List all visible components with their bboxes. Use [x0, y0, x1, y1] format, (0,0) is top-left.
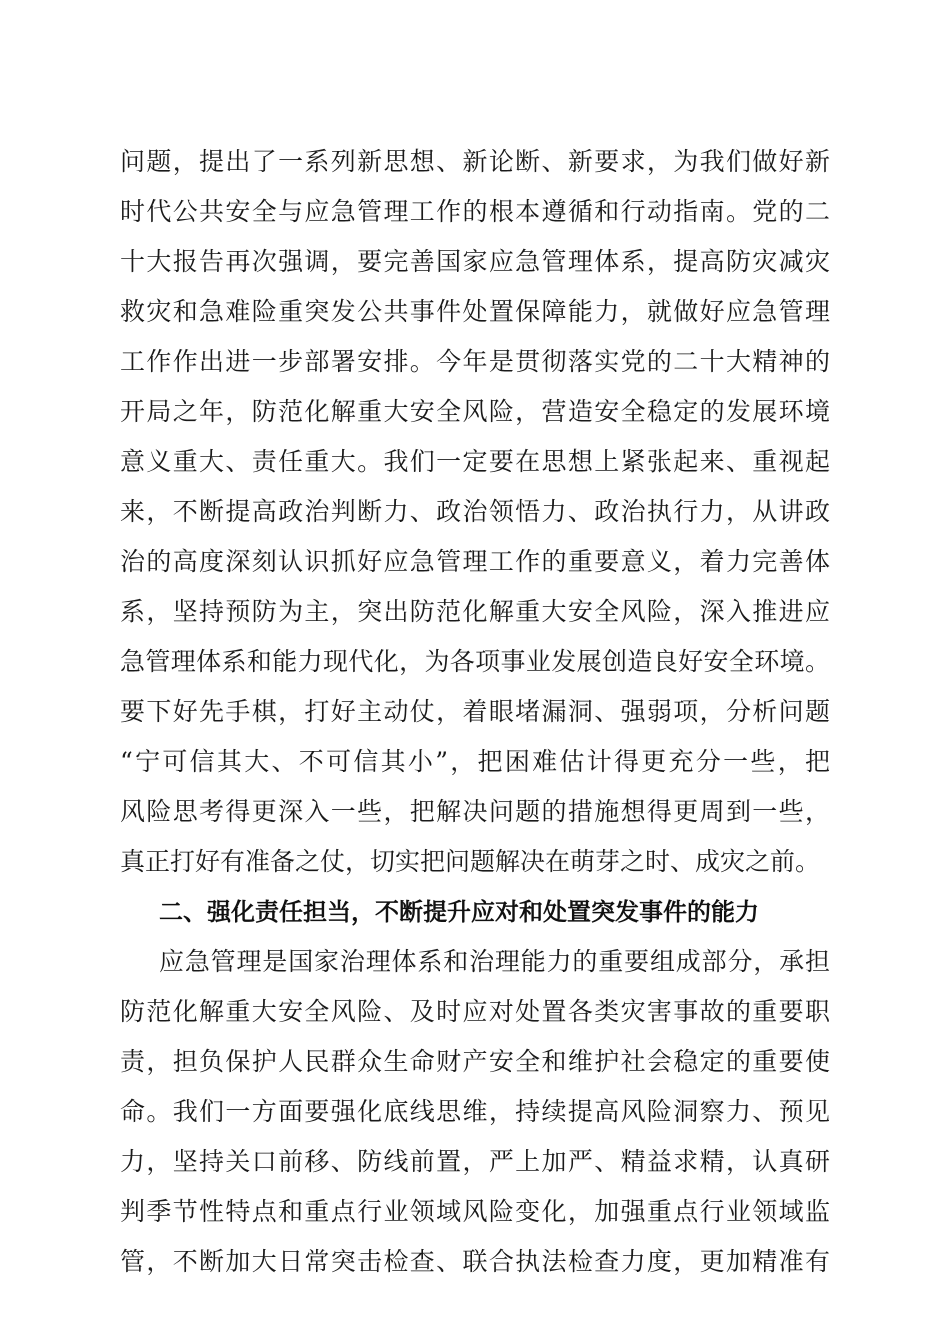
- text-line: 开局之年，防范化解重大安全风险，营造安全稳定的发展环境: [120, 397, 830, 426]
- section-heading: 二、强化责任担当，不断提升应对和处置突发事件的能力: [159, 898, 759, 926]
- text-line: 救灾和急难险重突发公共事件处置保障能力，就做好应急管理: [120, 297, 830, 326]
- text-line: 治的高度深刻认识抓好应急管理工作的重要意义，着力完善体: [120, 547, 830, 576]
- text-line: 系，坚持预防为主，突出防范化解重大安全风险，深入推进应: [120, 597, 830, 626]
- text-line: 风险思考得更深入一些，把解决问题的措施想得更周到一些，: [120, 797, 830, 826]
- text-line: 问题，提出了一系列新思想、新论断、新要求，为我们做好新: [120, 147, 830, 176]
- text-line: 责，担负保护人民群众生命财产安全和维护社会稳定的重要使: [120, 1047, 830, 1076]
- text-line: 判季节性特点和重点行业领域风险变化，加强重点行业领域监: [120, 1197, 830, 1226]
- text-line: 十大报告再次强调，要完善国家应急管理体系，提高防灾减灾: [120, 247, 830, 276]
- text-line: 管，不断加大日常突击检查、联合执法检查力度，更加精准有: [120, 1247, 830, 1276]
- text-line: 要下好先手棋，打好主动仗，着眼堵漏洞、强弱项，分析问题: [120, 697, 830, 726]
- text-line: 意义重大、责任重大。我们一定要在思想上紧张起来、重视起: [120, 447, 830, 476]
- text-line: 应急管理是国家治理体系和治理能力的重要组成部分，承担: [159, 947, 830, 976]
- text-line: 急管理体系和能力现代化，为各项事业发展创造良好安全环境。: [120, 647, 830, 676]
- text-line: 工作作出进一步部署安排。今年是贯彻落实党的二十大精神的: [120, 347, 830, 376]
- text-line: 时代公共安全与应急管理工作的根本遵循和行动指南。党的二: [120, 197, 830, 226]
- text-line: 防范化解重大安全风险、及时应对处置各类灾害事故的重要职: [120, 997, 830, 1026]
- text-line: 真正打好有准备之仗，切实把问题解决在萌芽之时、成灾之前。: [120, 847, 821, 876]
- text-line: “宁可信其大、不可信其小”，把困难估计得更充分一些，把: [120, 747, 830, 776]
- text-line: 力，坚持关口前移、防线前置，严上加严、精益求精，认真研: [120, 1147, 830, 1176]
- text-line: 命。我们一方面要强化底线思维，持续提高风险洞察力、预见: [120, 1097, 830, 1126]
- text-line: 来，不断提高政治判断力、政治领悟力、政治执行力，从讲政: [120, 497, 830, 526]
